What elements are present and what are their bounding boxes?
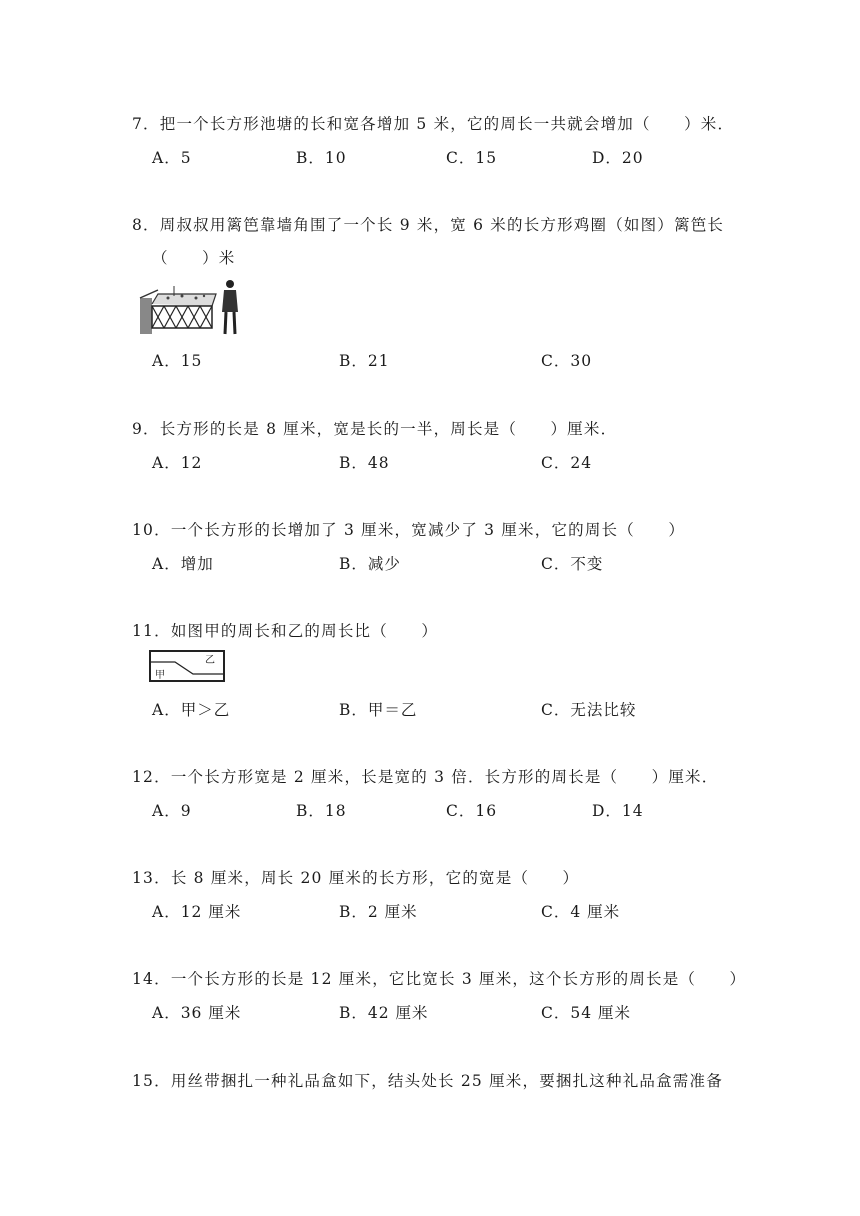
q12-option-c: C．16 <box>446 802 498 820</box>
question-11-text: 11．如图甲的周长和乙的周长比（ ） <box>132 622 439 640</box>
question-12-text: 12．一个长方形宽是 2 厘米，长是宽的 3 倍．长方形的周长是（ ）厘米． <box>132 768 719 786</box>
q10-option-a: A．增加 <box>152 555 214 573</box>
question-15-text: 15．用丝带捆扎一种礼品盒如下，结头处长 25 厘米，要捆扎这种礼品盒需准备 <box>132 1072 723 1090</box>
q12-option-b: B．18 <box>296 802 347 820</box>
q7-option-a: A．5 <box>152 149 192 167</box>
question-9-text: 9．长方形的长是 8 厘米，宽是长的一半，周长是（ ）厘米． <box>132 420 618 438</box>
question-8-text-continued: （ ）米 <box>152 249 236 267</box>
q9-option-c: C．24 <box>541 454 593 472</box>
q13-option-a: A．12 厘米 <box>152 903 242 921</box>
comparison-figure <box>149 650 225 682</box>
q11-option-a: A．甲＞乙 <box>152 701 231 719</box>
q14-option-c: C．54 厘米 <box>541 1004 632 1022</box>
q9-option-b: B．48 <box>339 454 390 472</box>
chicken-coop-figure <box>138 276 244 336</box>
q10-option-b: B．减少 <box>339 555 401 573</box>
q7-option-c: C．15 <box>446 149 498 167</box>
question-13-text: 13．长 8 厘米，周长 20 厘米的长方形，它的宽是（ ） <box>132 869 580 887</box>
question-10-text: 10．一个长方形的长增加了 3 厘米，宽减少了 3 厘米，它的周长（ ） <box>132 521 686 539</box>
q7-option-b: B．10 <box>296 149 347 167</box>
q7-option-d: D．20 <box>592 149 644 167</box>
q13-option-c: C．4 厘米 <box>541 903 621 921</box>
question-14-text: 14．一个长方形的长是 12 厘米，它比宽长 3 厘米，这个长方形的周长是（ ） <box>132 970 747 988</box>
q11-option-c: C．无法比较 <box>541 701 637 719</box>
q14-option-b: B．42 厘米 <box>339 1004 429 1022</box>
figure-label-jia: 甲 <box>155 670 165 681</box>
q13-option-b: B．2 厘米 <box>339 903 418 921</box>
q10-option-c: C．不变 <box>541 555 604 573</box>
q11-option-b: B．甲＝乙 <box>339 701 418 719</box>
q9-option-a: A．12 <box>152 454 203 472</box>
question-7-text: 7．把一个长方形池塘的长和宽各增加 5 米，它的周长一共就会增加（ ）米． <box>132 115 735 133</box>
q8-option-b: B．21 <box>339 352 390 370</box>
q12-option-d: D．14 <box>592 802 644 820</box>
q8-option-a: A．15 <box>152 352 203 370</box>
question-8-text: 8．周叔叔用篱笆靠墙角围了一个长 9 米，宽 6 米的长方形鸡圈（如图）篱笆长 <box>132 216 725 234</box>
figure-label-yi: 乙 <box>205 655 215 666</box>
q14-option-a: A．36 厘米 <box>152 1004 242 1022</box>
q8-option-c: C．30 <box>541 352 593 370</box>
q12-option-a: A．9 <box>152 802 192 820</box>
